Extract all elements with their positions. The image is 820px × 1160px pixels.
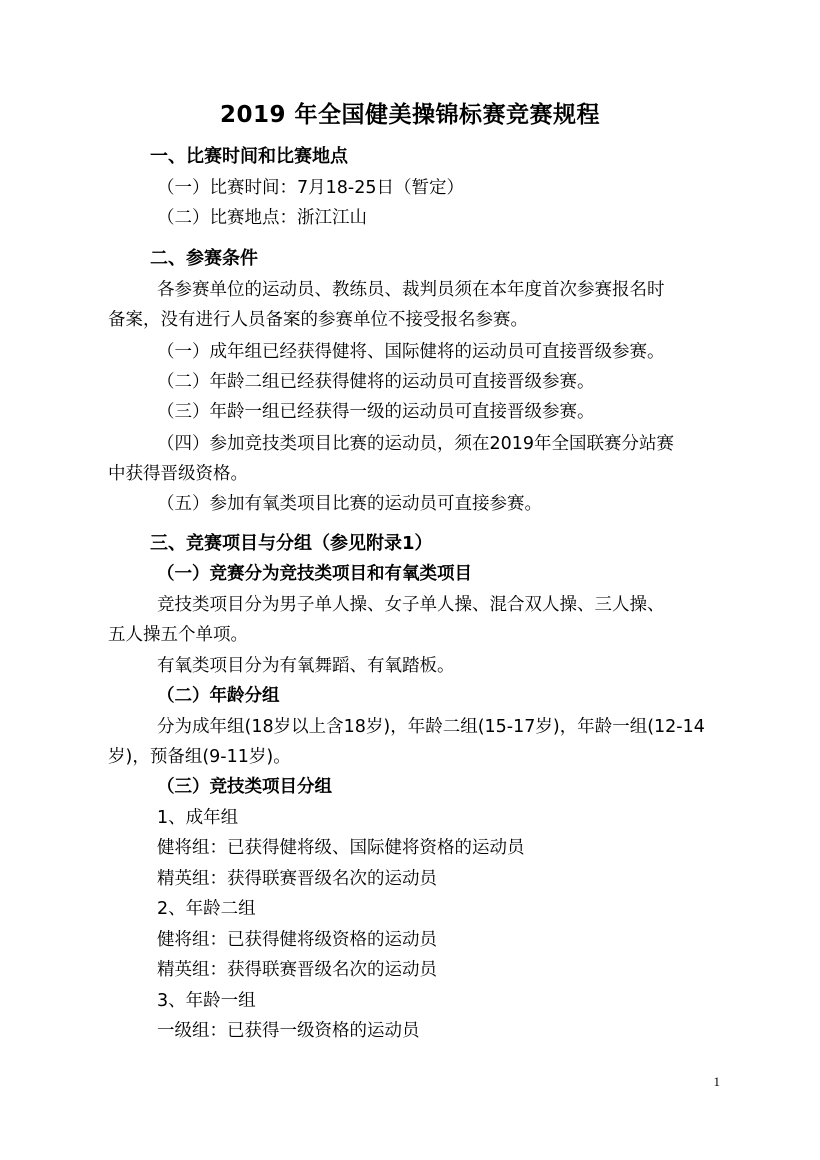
paragraph-line: 3、年龄一组 <box>157 991 256 1011</box>
paragraph-line: （五）参加有氧类项目比赛的运动员可直接参赛。 <box>157 494 542 514</box>
paragraph-line: 备案，没有进行人员备案的参赛单位不接受报名参赛。 <box>108 310 528 330</box>
paragraph-line: （一）成年组已经获得健将、国际健将的运动员可直接晋级参赛。 <box>157 342 665 362</box>
paragraph-line: 健将组：已获得健将级资格的运动员 <box>157 930 437 950</box>
paragraph-line: （二）年龄二组已经获得健将的运动员可直接晋级参赛。 <box>157 372 595 392</box>
subsection-heading: （二）年龄分组 <box>157 686 280 706</box>
paragraph-line: 五人操五个单项。 <box>108 625 248 645</box>
subsection-heading: （三）竞技类项目分组 <box>157 777 332 797</box>
paragraph-line: 一级组：已获得一级资格的运动员 <box>157 1021 420 1041</box>
paragraph-line: 各参赛单位的运动员、教练员、裁判员须在本年度首次参赛报名时 <box>157 280 665 300</box>
paragraph-line: 健将组：已获得健将级、国际健将资格的运动员 <box>157 838 525 858</box>
paragraph-line: 竞技类项目分为男子单人操、女子单人操、混合双人操、三人操、 <box>157 595 665 615</box>
section-heading-2: 二、参赛条件 <box>150 248 258 269</box>
paragraph-line: （四）参加竞技类项目比赛的运动员，须在2019年全国联赛分站赛 <box>157 434 675 454</box>
paragraph-line: （二）比赛地点：浙江江山 <box>157 208 367 228</box>
paragraph-line: （一）比赛时间：7月18-25日（暂定） <box>157 178 464 198</box>
paragraph-line: （三）年龄一组已经获得一级的运动员可直接晋级参赛。 <box>157 402 595 422</box>
paragraph-line: 精英组：获得联赛晋级名次的运动员 <box>157 869 437 889</box>
paragraph-line: 中获得晋级资格。 <box>108 464 248 484</box>
document-title: 2019 年全国健美操锦标赛竞赛规程 <box>219 102 601 128</box>
paragraph-line: 精英组：获得联赛晋级名次的运动员 <box>157 960 437 980</box>
section-heading-3: 三、竞赛项目与分组（参见附录1） <box>150 533 433 554</box>
section-heading-1: 一、比赛时间和比赛地点 <box>150 146 348 167</box>
paragraph-line: 岁)，预备组(9-11岁)。 <box>108 747 291 767</box>
paragraph-line: 2、年龄二组 <box>157 899 256 919</box>
subsection-heading: （一）竞赛分为竞技类项目和有氧类项目 <box>157 564 472 584</box>
page-number: 1 <box>713 1074 720 1089</box>
paragraph-line: 1、成年组 <box>157 808 239 828</box>
paragraph-line: 分为成年组(18岁以上含18岁)，年龄二组(15-17岁)，年龄一组(12-14 <box>157 717 705 737</box>
paragraph-line: 有氧类项目分为有氧舞蹈、有氧踏板。 <box>157 656 455 676</box>
